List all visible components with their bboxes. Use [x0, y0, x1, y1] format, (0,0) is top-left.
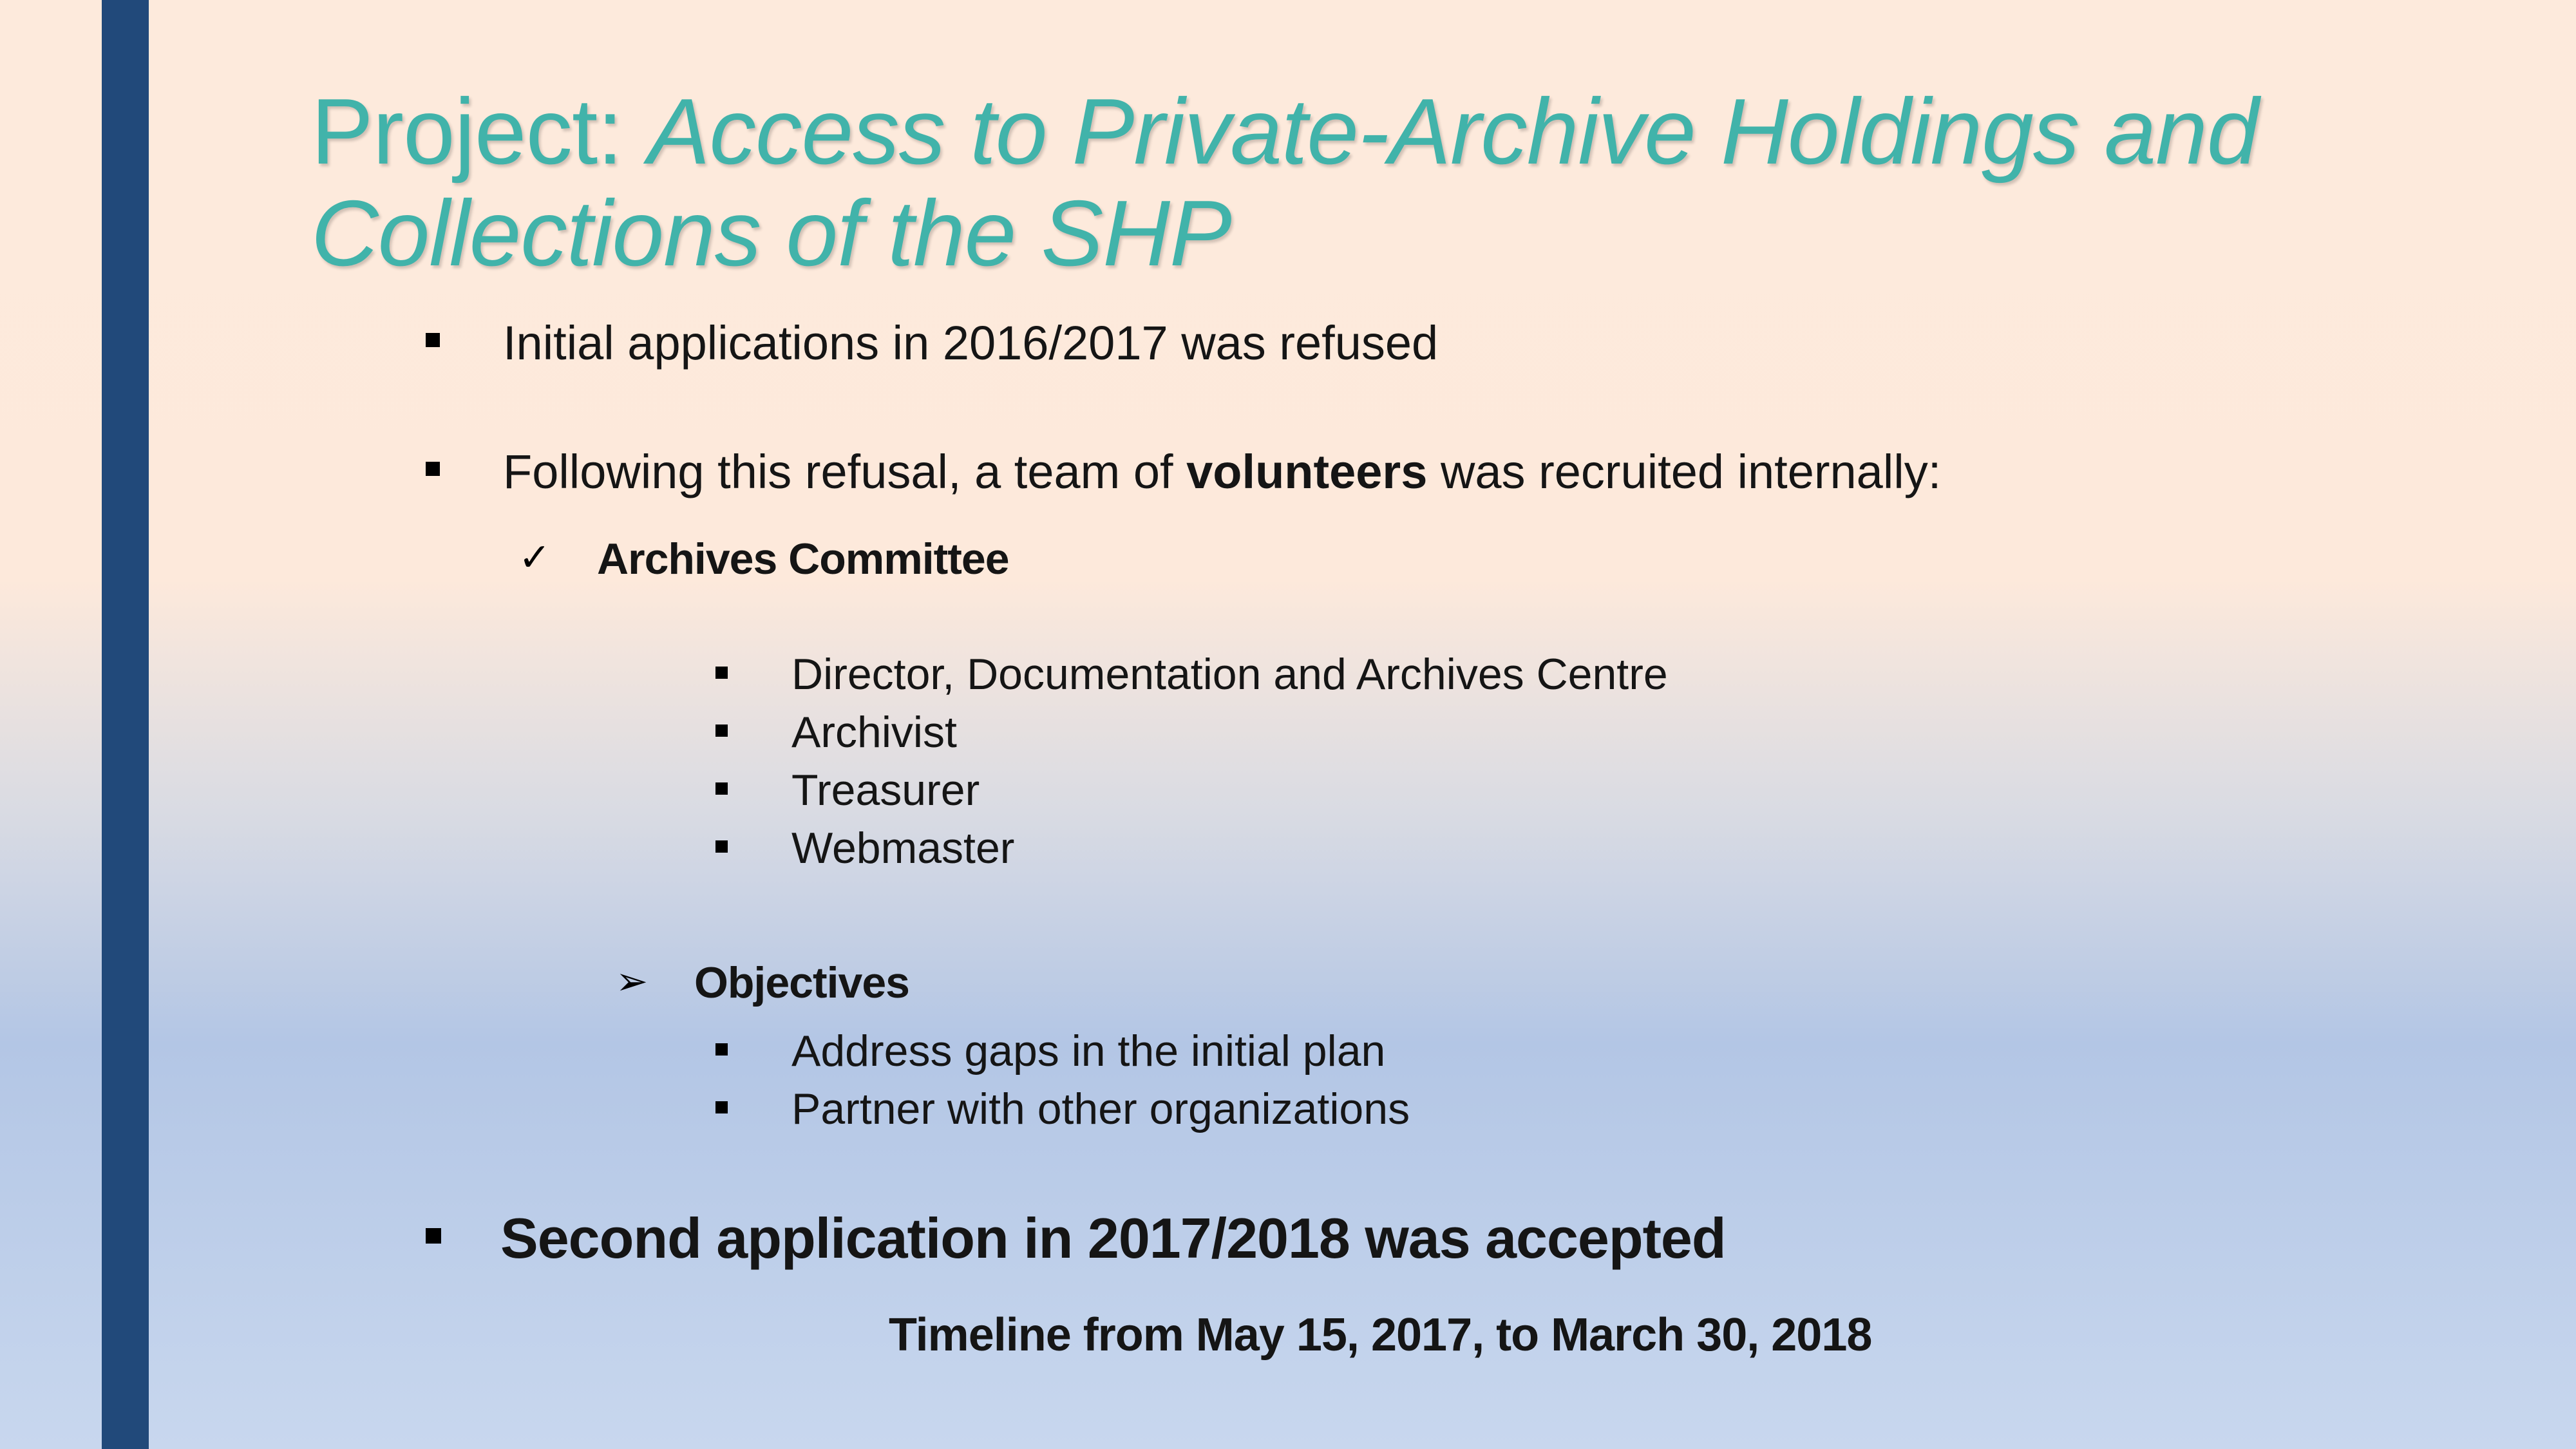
bullet-square-icon	[715, 782, 728, 795]
bullet-square-icon	[426, 333, 440, 347]
bullet-square-icon	[715, 1043, 728, 1056]
bullet-initial-application: Initial applications in 2016/2017 was refused	[503, 316, 1439, 370]
volunteers-text-before: Following this refusal, a team of	[503, 445, 1187, 498]
committee-member: Director, Documentation and Archives Centre	[791, 650, 1668, 699]
archives-committee-heading: Archives Committee	[597, 535, 1009, 583]
objectives-heading: Objectives	[694, 958, 909, 1007]
bullet-square-icon	[426, 462, 440, 476]
bullet-square-icon	[426, 1228, 441, 1244]
bullet-square-icon	[715, 840, 728, 853]
timeline-text: Timeline from May 15, 2017, to March 30, 2018	[889, 1309, 1872, 1361]
slide-title	[311, 80, 2436, 284]
checkmark-icon: ✓	[518, 536, 551, 579]
title-italic-line2: Collections of the SHP	[311, 181, 1231, 285]
objective-item: Partner with other organizations	[791, 1084, 1410, 1133]
volunteers-emphasis: volunteers	[1186, 445, 1428, 498]
title-prefix: Project:	[311, 79, 648, 184]
committee-member: Archivist	[791, 708, 957, 757]
title-italic-line1: Access to Private-Archive Holdings and	[647, 79, 2259, 184]
arrow-bullet-icon: ➢	[616, 960, 649, 1003]
volunteers-text-after: was recruited internally:	[1427, 445, 1942, 498]
committee-member: Webmaster	[791, 824, 1015, 873]
left-accent-bar	[102, 0, 149, 1449]
bullet-square-icon	[715, 1101, 728, 1113]
second-application-accepted: Second application in 2017/2018 was accepted	[500, 1206, 1726, 1270]
bullet-square-icon	[715, 724, 728, 737]
objective-item: Address gaps in the initial plan	[791, 1027, 1386, 1075]
committee-member: Treasurer	[791, 766, 980, 815]
bullet-square-icon	[715, 667, 728, 679]
bullet-volunteers-recruited	[503, 443, 1941, 501]
